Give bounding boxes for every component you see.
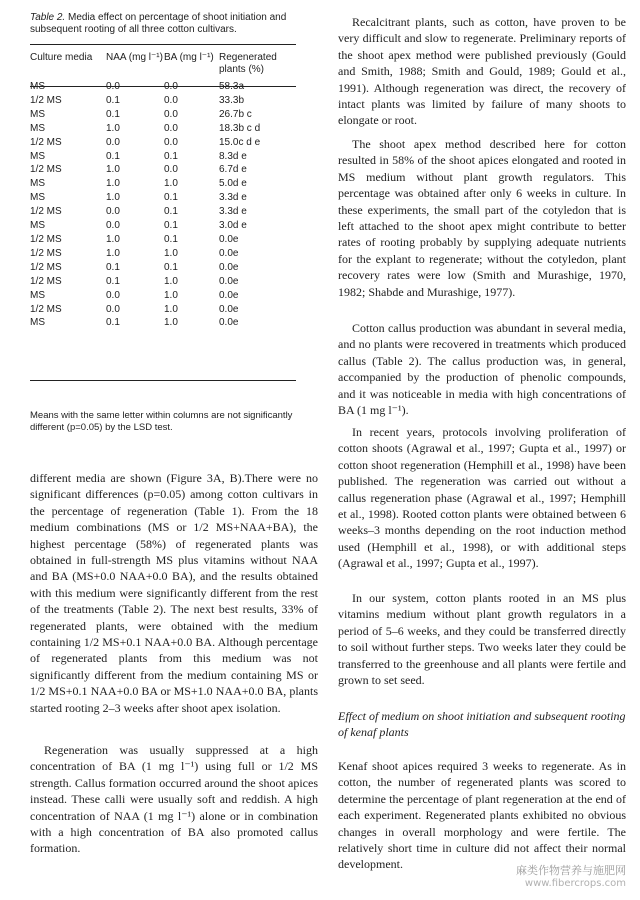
cell-ba: 0.1: [164, 233, 178, 245]
table-row: [30, 191, 296, 205]
cell-regenerated: 0.0e: [219, 233, 239, 245]
right-paragraph-1: Recalcitrant plants, such as cotton, have proven to be very difficult and slow to regenerate. Preliminary reports of the shoot apex method were published previously (Gould and Smith, 1988; Smith and Gould, 1989; Gould et al., 1991). Although regeneration was direct, the recovery of intact plants was limited by failure of many shoots to elongate or root.: [338, 15, 626, 128]
cell-culture-media: MS: [30, 178, 45, 190]
cell-naa: 0.0: [106, 289, 120, 301]
cell-culture-media: 1/2 MS: [30, 206, 62, 218]
right-paragraph-5: In our system, cotton plants rooted in an MS plus vitamins medium without plant growth regulators in a period of 5–6 weeks, and they could be transferred directly to soil without further steps. Two weeks later they could be transferred to the greenhouse and all plants were fertile and grown to set seed.: [338, 591, 626, 688]
cell-ba: 0.0: [164, 108, 178, 120]
cell-regenerated: 8.3d e: [219, 150, 247, 162]
cell-naa: 0.1: [106, 317, 120, 329]
table-row: [30, 163, 296, 177]
table-row: [30, 247, 296, 261]
table-row: [30, 177, 296, 191]
header-naa: NAA (mg l⁻¹): [106, 52, 163, 63]
table-row: [30, 94, 296, 108]
cell-culture-media: 1/2 MS: [30, 303, 62, 315]
cell-ba: 0.0: [164, 122, 178, 134]
cell-naa: 0.0: [106, 220, 120, 232]
table-body: [30, 80, 296, 330]
table-row: [30, 122, 296, 136]
cell-regenerated: 3.0d e: [219, 220, 247, 232]
cell-culture-media: MS: [30, 317, 45, 329]
cell-culture-media: 1/2 MS: [30, 247, 62, 259]
watermark-url: www.fibercrops.com: [524, 878, 626, 889]
cell-regenerated: 18.3b c d: [219, 122, 261, 134]
table-row: [30, 205, 296, 219]
cell-regenerated: 0.0e: [219, 247, 239, 259]
watermark-title: 麻类作物营养与施肥网: [516, 864, 626, 877]
table-bottom-rule: [30, 380, 296, 381]
cell-ba: 0.1: [164, 220, 178, 232]
section-heading: Effect of medium on shoot initiation and subsequent rooting of kenaf plants: [338, 709, 626, 740]
table-row: [30, 219, 296, 233]
right-paragraph-3: Cotton callus production was abundant in several media, and no plants were recovered in treatments which produced callus (Table 2). The callus production was, in general, accompanied by the production of phenolic compounds, and it was noticeable in media with high concentrations of BA (1 mg l⁻¹).: [338, 321, 626, 418]
cell-naa: 0.0: [106, 206, 120, 218]
cell-ba: 1.0: [164, 303, 178, 315]
cell-regenerated: 0.0e: [219, 317, 239, 329]
cell-ba: 1.0: [164, 178, 178, 190]
cell-regenerated: 5.0d e: [219, 178, 247, 190]
right-paragraph-2: The shoot apex method described here for cotton resulted in 58% of the shoot apices elongated and rooted in MS medium without plant growth regulators. This percentage was obtained after only 6 weeks in culture. In these experiments, the small part of the cotyledon that is left attached to the shoot apex might contribute to better rates of rooting probably by supplying adequate nutrients for the explant to regenerate; without the cotyledon, plant recovery rates were low (Smith and Murashige, 1970, 1982; Shabde and Murashige, 1977).: [338, 137, 626, 299]
cell-culture-media: MS: [30, 108, 45, 120]
cell-regenerated: 58.3a: [219, 81, 245, 92]
table-label: Table 2.: [30, 12, 66, 23]
cell-culture-media: MS: [30, 220, 45, 232]
cell-regenerated: 6.7d e: [219, 164, 247, 176]
cell-culture-media: 1/2 MS: [30, 233, 62, 245]
cell-culture-media: MS: [30, 192, 45, 204]
table-row: [30, 275, 296, 289]
cell-culture-media: 1/2 MS: [30, 94, 62, 106]
cell-ba: 1.0: [164, 275, 178, 287]
table-row: [30, 316, 296, 330]
table-row: [30, 150, 296, 164]
cell-naa: 1.0: [106, 122, 120, 134]
media-effect-table: [30, 52, 296, 330]
cell-culture-media: MS: [30, 150, 45, 162]
cell-ba: 1.0: [164, 317, 178, 329]
cell-ba: 0.1: [164, 206, 178, 218]
table-row: [30, 233, 296, 247]
left-paragraph-2: Regeneration was usually suppressed at a high concentration of BA (1 mg l⁻¹) using full or 1/2 MS strength. Callus formation occurred around the shoot apices instead. These calli were usually soft and reddish. A high concentration of NAA (1 mg l⁻¹) alone or in combination with a high concentration of BA also promoted callus formation.: [30, 743, 318, 856]
cell-naa: 0.0: [106, 136, 120, 148]
cell-culture-media: MS: [30, 81, 45, 92]
cell-regenerated: 3.3d e: [219, 206, 247, 218]
table-row: [30, 136, 296, 150]
cell-ba: 0.1: [164, 150, 178, 162]
cell-naa: 0.1: [106, 261, 120, 273]
cell-regenerated: 26.7b c: [219, 108, 252, 120]
cell-ba: 0.0: [164, 94, 178, 106]
table-header-rule: [30, 86, 296, 87]
table-top-rule: [30, 44, 296, 45]
cell-culture-media: 1/2 MS: [30, 136, 62, 148]
cell-culture-media: MS: [30, 122, 45, 134]
cell-ba: 0.0: [164, 164, 178, 176]
table-caption-text: Media effect on percentage of shoot initiation and subsequent rooting of all three cotton cultivars.: [30, 12, 287, 35]
cell-naa: 1.0: [106, 247, 120, 259]
cell-naa: 0.1: [106, 94, 120, 106]
table-caption: [30, 12, 292, 36]
cell-culture-media: MS: [30, 289, 45, 301]
cell-regenerated: 33.3b: [219, 94, 245, 106]
cell-culture-media: 1/2 MS: [30, 275, 62, 287]
table-footnote: Means with the same letter within columns are not significantly different (p=0.05) by the LSD test.: [30, 410, 293, 433]
cell-culture-media: 1/2 MS: [30, 261, 62, 273]
header-ba: BA (mg l⁻¹): [164, 52, 214, 63]
cell-naa: 0.0: [106, 303, 120, 315]
cell-regenerated: 0.0e: [219, 261, 239, 273]
cell-ba: 0.1: [164, 192, 178, 204]
section-paragraph: Kenaf shoot apices required 3 weeks to regenerate. As in cotton, the number of regenerated plants was scored to determine the percentage of plant regeneration at the end of each experiment. Regenerated plants exhibited no obvious changes in overall morphology and were fertile. The relatively short time in culture did not affect their normal development.: [338, 759, 626, 872]
cell-naa: 0.1: [106, 150, 120, 162]
cell-regenerated: 0.0e: [219, 303, 239, 315]
left-paragraph-1: different media are shown (Figure 3A, B).There were no significant differences (p=0.05) among cotton cultivars in the percentage of regeneration (Table 1). From the 18 medium combinations (MS or 1/2 MS+NAA+BA), the highest percentage (58%) of regenerated plants was obtained in full-strength MS plus vitamins without NAA and BA (MS+0.0 NAA+0.0 BA), and the results obtained with this medium were significantly different from the rest of the treatments (Table 2). The next best results, 33% of regenerated plants, were obtained with the medium containing 1/2 MS+0.1 NAA+0.0 BA. Although percentage of regenerated plants from this medium was not significantly different from the medium containing MS or 1/2 MS+0.1 NAA+0.0 BA or MS+1.0 NAA+0.0 BA, plants started rooting 2–3 weeks after shoot apex isolation.: [30, 471, 318, 715]
cell-regenerated: 15.0c d e: [219, 136, 261, 148]
table-row: [30, 289, 296, 303]
cell-naa: 1.0: [106, 178, 120, 190]
table-header-row: [30, 52, 296, 80]
cell-naa: 1.0: [106, 233, 120, 245]
cell-ba: 1.0: [164, 247, 178, 259]
header-culture-media: Culture media: [30, 52, 93, 63]
cell-naa: 0.1: [106, 275, 120, 287]
watermark: [516, 864, 626, 890]
table-row: [30, 303, 296, 317]
header-regenerated: Regenerated plants (%): [219, 52, 277, 75]
cell-ba: 0.0: [164, 81, 178, 92]
cell-naa: 0.0: [106, 81, 120, 92]
right-paragraph-4: In recent years, protocols involving proliferation of cotton shoots (Agrawal et al., 1997; Gupta et al., 1997) or cotton shoot regeneration (Hemphill et al., 1998) have been published. The regeneration was carried out without a callus regeneration phase (Agrawal et al., 1997; Hemphill et al., 1998). Rooted cotton plants were obtained between 6 weeks–3 months depending on the root induction method used (Hemphill et al., 1998), or with additional steps (Agrawal et al., 1997; Gupta et al., 1997).: [338, 425, 626, 571]
cell-ba: 0.1: [164, 261, 178, 273]
cell-naa: 1.0: [106, 192, 120, 204]
cell-naa: 0.1: [106, 108, 120, 120]
table-row: [30, 108, 296, 122]
cell-regenerated: 3.3d e: [219, 192, 247, 204]
cell-naa: 1.0: [106, 164, 120, 176]
table-row: [30, 261, 296, 275]
cell-regenerated: 0.0e: [219, 275, 239, 287]
cell-regenerated: 0.0e: [219, 289, 239, 301]
cell-ba: 0.0: [164, 136, 178, 148]
cell-ba: 1.0: [164, 289, 178, 301]
cell-culture-media: 1/2 MS: [30, 164, 62, 176]
